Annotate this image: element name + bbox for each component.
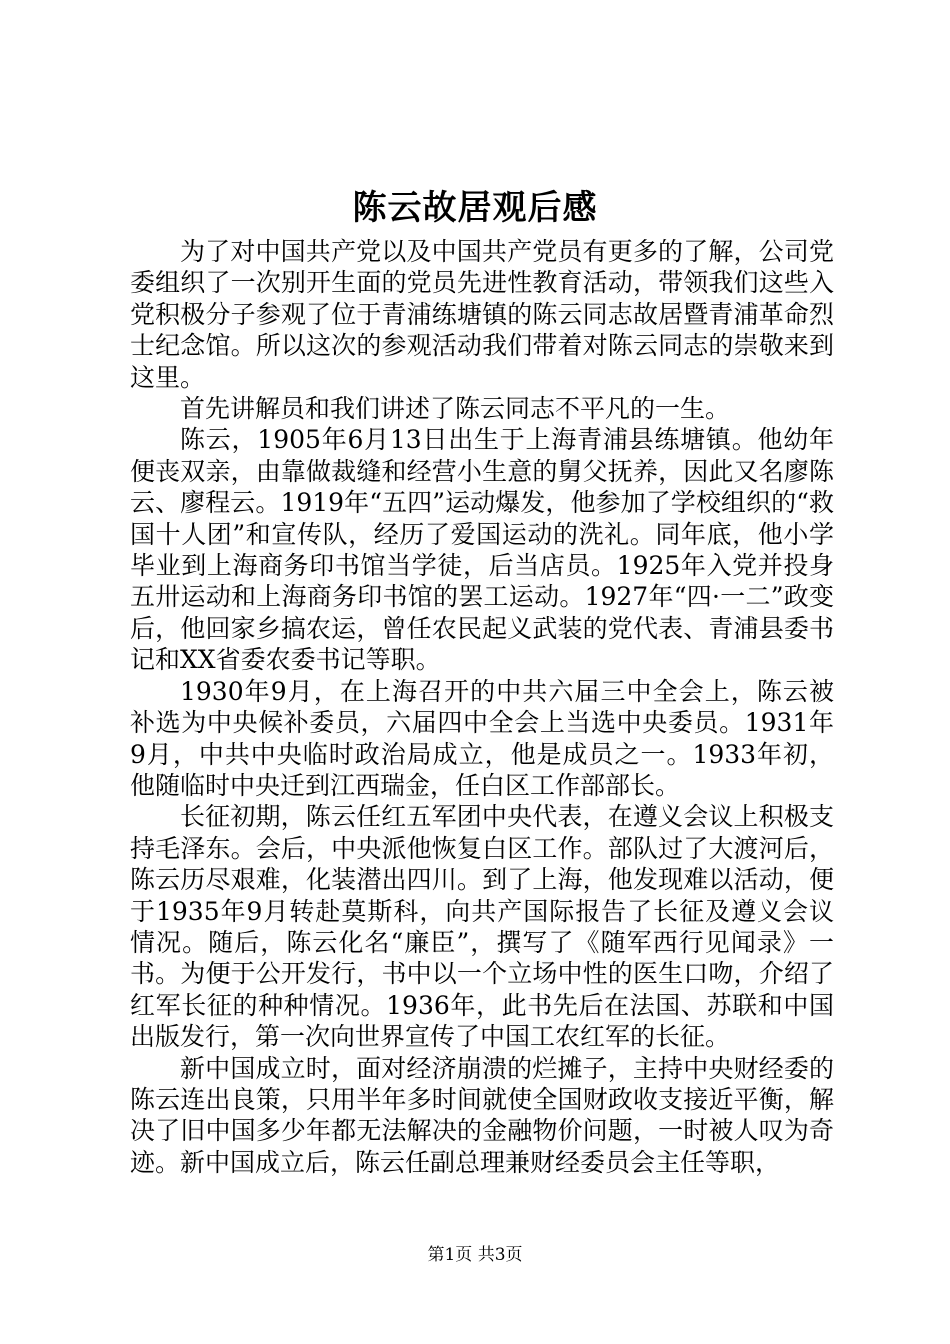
paragraph: 陈云，1905年6月13日出生于上海青浦县练塘镇。他幼年便丧双亲，由靠做裁缝和经营小生意的舅父抚养，因此又名廖陈云、廖程云。1919年“五四”运动爆发，他参加了学校组织的“救国十人团”和宣传队，经历了爱国运动的洗礼。同年底，他小学毕业到上海商务印书馆当学徒，后当店员。1925年入党并投身五卅运动和上海商务印书馆的罢工运动。1927年“四·一二”政变后，他回家乡搞农运，曾任农民起义武装的党代表、青浦县委书记和XX省委农委书记等职。	[130, 425, 834, 675]
paragraph: 1930年9月，在上海召开的中共六届三中全会上，陈云被补选为中央候补委员，六届四中全会上当选中央委员。1931年9月，中共中央临时政治局成立，他是成员之一。1933年初，他随临时中央迁到江西瑞金，任白区工作部部长。	[130, 676, 834, 800]
document-title: 陈云故居观后感	[352, 188, 598, 228]
document-body	[130, 236, 834, 1178]
page-number-footer: 第1页 共3页	[427, 1245, 523, 1265]
paragraph: 为了对中国共产党以及中国共产党员有更多的了解，公司党委组织了一次别开生面的党员先进性教育活动，带领我们这些入党积极分子参观了位于青浦练塘镇的陈云同志故居暨青浦革命烈士纪念馆。所以这次的参观活动我们带着对陈云同志的崇敬来到这里。	[130, 237, 834, 392]
paragraph: 长征初期，陈云任红五军团中央代表，在遵义会议上积极支持毛泽东。会后，中央派他恢复白区工作。部队过了大渡河后，陈云历尽艰难，化装潜出四川。到了上海，他发现难以活动，便于1935年9月转赴莫斯科，向共产国际报告了长征及遵义会议情况。随后，陈云化名“廉臣”，撰写了《随军西行见闻录》一书。为便于公开发行，书中以一个立场中性的医生口吻，介绍了红军长征的种种情况。1936年，此书先后在法国、苏联和中国出版发行，第一次向世界宣传了中国工农红军的长征。	[130, 802, 834, 1052]
paragraph: 新中国成立时，面对经济崩溃的烂摊子，主持中央财经委的陈云连出良策，只用半年多时间就使全国财政收支接近平衡，解决了旧中国多少年都无法解决的金融物价问题，一时被人叹为奇迹。新中国成立后，陈云任副总理兼财经委员会主任等职，	[130, 1053, 834, 1177]
paragraph: 首先讲解员和我们讲述了陈云同志不平凡的一生。	[180, 394, 731, 424]
